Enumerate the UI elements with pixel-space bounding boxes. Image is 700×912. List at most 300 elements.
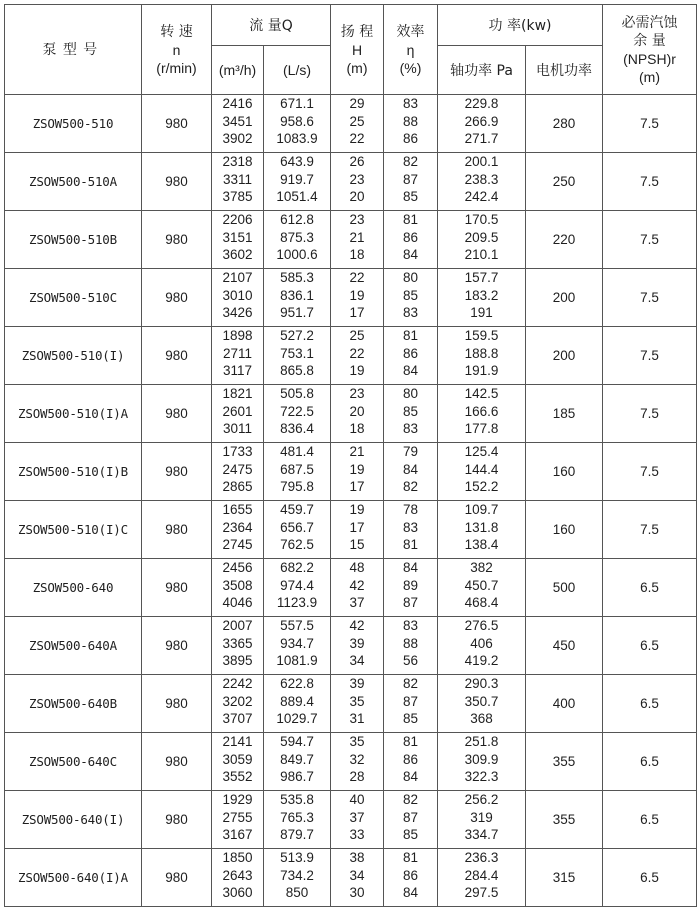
cell-flow-ls-value: 505.8	[280, 386, 314, 401]
cell-flow-ls-value: 1123.9	[276, 595, 318, 610]
cell-shaft-power	[438, 95, 526, 153]
cell-efficiency-value: 84	[403, 560, 419, 575]
header-power: 功 率(kw)	[438, 5, 603, 46]
cell-head	[331, 733, 384, 791]
cell-shaft-power-value: 157.7	[464, 270, 499, 285]
cell-pump-model: ZSOW500-510(I)A	[5, 385, 142, 443]
cell-head-value: 25	[349, 328, 365, 343]
cell-flow-ls	[264, 269, 331, 327]
cell-flow-ls-value: 1051.4	[276, 189, 318, 204]
cell-npsh: 6.5	[603, 617, 697, 675]
cell-efficiency-value: 89	[403, 577, 419, 593]
cell-efficiency	[384, 675, 438, 733]
cell-efficiency	[384, 153, 438, 211]
cell-shaft-power	[438, 791, 526, 849]
cell-head-value: 35	[349, 734, 365, 749]
cell-flow-m3h	[212, 617, 264, 675]
cell-shaft-power-value: 309.9	[464, 751, 499, 767]
cell-head	[331, 153, 384, 211]
table-row	[5, 501, 697, 559]
cell-head-value: 38	[349, 850, 365, 865]
cell-efficiency-value: 81	[403, 212, 419, 227]
cell-flow-ls-value: 762.5	[280, 537, 314, 552]
cell-shaft-power	[438, 849, 526, 907]
cell-head	[331, 501, 384, 559]
cell-head	[331, 617, 384, 675]
cell-pump-model: ZSOW500-640C	[5, 733, 142, 791]
cell-shaft-power-value: 159.5	[464, 328, 499, 343]
cell-flow-ls-value: 850	[285, 885, 309, 900]
cell-head	[331, 269, 384, 327]
cell-head-value: 39	[349, 635, 365, 651]
cell-flow-ls-value: 951.7	[280, 305, 314, 320]
pump-performance-table	[4, 4, 697, 907]
cell-efficiency	[384, 791, 438, 849]
cell-head-value: 22	[349, 345, 365, 361]
cell-efficiency-value: 81	[403, 537, 419, 552]
cell-flow-ls	[264, 559, 331, 617]
cell-head-value: 18	[349, 247, 365, 262]
cell-efficiency-value: 81	[403, 734, 419, 749]
cell-efficiency-value: 81	[403, 328, 419, 343]
cell-flow-m3h-value: 2865	[222, 479, 253, 494]
table-row	[5, 269, 697, 327]
cell-flow-m3h-value: 2318	[222, 154, 253, 169]
table-row	[5, 153, 697, 211]
cell-flow-m3h	[212, 211, 264, 269]
cell-flow-ls-value: 734.2	[280, 867, 314, 883]
cell-npsh: 7.5	[603, 443, 697, 501]
cell-flow-m3h-value: 3202	[222, 693, 253, 709]
cell-shaft-power-value: 242.4	[464, 189, 499, 204]
cell-pump-model: ZSOW500-510(I)C	[5, 501, 142, 559]
cell-flow-m3h-value: 3508	[222, 577, 253, 593]
cell-head-value: 19	[349, 502, 365, 517]
cell-flow-m3h-value: 2206	[222, 212, 253, 227]
cell-efficiency-value: 85	[403, 403, 419, 419]
cell-speed: 980	[142, 675, 212, 733]
cell-head-value: 17	[349, 305, 365, 320]
cell-flow-m3h	[212, 559, 264, 617]
cell-head-value: 20	[349, 189, 365, 204]
cell-head	[331, 443, 384, 501]
cell-efficiency-value: 86	[403, 751, 419, 767]
cell-shaft-power	[438, 559, 526, 617]
cell-flow-m3h-value: 2141	[222, 734, 253, 749]
cell-head	[331, 849, 384, 907]
cell-speed: 980	[142, 385, 212, 443]
cell-flow-ls	[264, 327, 331, 385]
cell-flow-m3h	[212, 791, 264, 849]
cell-pump-model: ZSOW500-640(I)A	[5, 849, 142, 907]
cell-npsh: 6.5	[603, 849, 697, 907]
table-row	[5, 849, 697, 907]
cell-efficiency-value: 80	[403, 386, 419, 401]
cell-head-value: 26	[349, 154, 365, 169]
cell-pump-model: ZSOW500-510	[5, 95, 142, 153]
cell-flow-m3h	[212, 327, 264, 385]
cell-efficiency-value: 83	[403, 305, 419, 320]
cell-head-value: 19	[349, 287, 365, 303]
cell-shaft-power-value: 271.7	[464, 131, 499, 146]
cell-flow-ls-value: 612.8	[280, 212, 314, 227]
cell-flow-ls-value: 671.1	[280, 96, 314, 111]
cell-flow-m3h-value: 3365	[222, 635, 253, 651]
cell-efficiency	[384, 733, 438, 791]
cell-shaft-power-value: 297.5	[464, 885, 499, 900]
cell-motor-power: 250	[526, 153, 603, 211]
cell-npsh: 6.5	[603, 559, 697, 617]
cell-flow-m3h-value: 2643	[222, 867, 253, 883]
cell-efficiency-value: 87	[403, 809, 419, 825]
cell-efficiency-value: 86	[403, 867, 419, 883]
cell-pump-model: ZSOW500-640B	[5, 675, 142, 733]
cell-head	[331, 791, 384, 849]
cell-shaft-power-value: 152.2	[464, 479, 499, 494]
header-npsh: 必需汽蚀 余 量 (NPSH)r (m)	[603, 5, 697, 95]
cell-shaft-power-value: 191	[470, 305, 493, 320]
cell-head-value: 42	[349, 577, 365, 593]
cell-shaft-power-value: 334.7	[464, 827, 499, 842]
cell-efficiency-value: 83	[403, 96, 419, 111]
cell-flow-m3h-value: 3895	[222, 653, 253, 668]
cell-flow-ls	[264, 733, 331, 791]
cell-flow-ls-value: 836.4	[280, 421, 314, 436]
cell-pump-model: ZSOW500-510(I)	[5, 327, 142, 385]
cell-head-value: 21	[349, 444, 365, 459]
cell-shaft-power-value: 177.8	[464, 421, 499, 436]
cell-flow-m3h-value: 3552	[222, 769, 253, 784]
cell-efficiency-value: 82	[403, 479, 419, 494]
cell-head-value: 25	[349, 113, 365, 129]
cell-flow-m3h-value: 4046	[222, 595, 253, 610]
cell-head-value: 17	[349, 519, 365, 535]
cell-motor-power: 355	[526, 791, 603, 849]
cell-shaft-power-value: 238.3	[464, 171, 499, 187]
cell-flow-ls-value: 919.7	[280, 171, 314, 187]
cell-efficiency	[384, 269, 438, 327]
cell-flow-ls	[264, 849, 331, 907]
cell-flow-ls-value: 875.3	[280, 229, 314, 245]
cell-motor-power: 200	[526, 327, 603, 385]
cell-head-value: 23	[349, 171, 365, 187]
cell-shaft-power-value: 236.3	[464, 850, 499, 865]
cell-flow-ls-value: 594.7	[280, 734, 314, 749]
cell-flow-ls-value: 557.5	[280, 618, 314, 633]
cell-flow-ls	[264, 501, 331, 559]
cell-head-value: 20	[349, 403, 365, 419]
table-row	[5, 617, 697, 675]
cell-motor-power: 315	[526, 849, 603, 907]
cell-shaft-power-value: 350.7	[464, 693, 499, 709]
cell-head-value: 35	[349, 693, 365, 709]
cell-efficiency-value: 85	[403, 827, 419, 842]
cell-efficiency	[384, 849, 438, 907]
cell-efficiency-value: 82	[403, 154, 419, 169]
cell-shaft-power-value: 191.9	[464, 363, 499, 378]
cell-flow-m3h	[212, 95, 264, 153]
cell-npsh: 6.5	[603, 733, 697, 791]
cell-flow-ls-value: 753.1	[280, 345, 314, 361]
cell-efficiency-value: 87	[403, 693, 419, 709]
cell-motor-power: 400	[526, 675, 603, 733]
cell-shaft-power-value: 210.1	[464, 247, 499, 262]
cell-speed: 980	[142, 791, 212, 849]
cell-flow-m3h-value: 1929	[222, 792, 253, 807]
cell-motor-power: 200	[526, 269, 603, 327]
cell-head	[331, 95, 384, 153]
table-row	[5, 675, 697, 733]
cell-speed: 980	[142, 733, 212, 791]
cell-shaft-power-value: 256.2	[464, 792, 499, 807]
cell-flow-m3h-value: 3010	[222, 287, 253, 303]
cell-speed: 980	[142, 327, 212, 385]
cell-head	[331, 675, 384, 733]
cell-head-value: 34	[349, 867, 365, 883]
cell-npsh: 6.5	[603, 675, 697, 733]
cell-flow-ls-value: 836.1	[280, 287, 314, 303]
cell-flow-ls	[264, 791, 331, 849]
cell-shaft-power-value: 125.4	[464, 444, 499, 459]
cell-head-value: 22	[349, 270, 365, 285]
header-flow: 流 量Q	[212, 5, 331, 46]
cell-flow-m3h-value: 2107	[222, 270, 253, 285]
cell-head-value: 30	[349, 885, 365, 900]
cell-efficiency-value: 84	[403, 461, 419, 477]
cell-efficiency-value: 78	[403, 502, 419, 517]
cell-flow-m3h-value: 2755	[222, 809, 253, 825]
cell-flow-ls-value: 687.5	[280, 461, 314, 477]
cell-flow-ls	[264, 617, 331, 675]
cell-flow-ls-value: 958.6	[280, 113, 314, 129]
cell-flow-ls-value: 459.7	[280, 502, 314, 517]
cell-pump-model: ZSOW500-510(I)B	[5, 443, 142, 501]
cell-shaft-power	[438, 211, 526, 269]
cell-head	[331, 559, 384, 617]
cell-flow-ls-value: 986.7	[280, 769, 314, 784]
cell-speed: 980	[142, 153, 212, 211]
cell-flow-ls	[264, 385, 331, 443]
cell-flow-m3h-value: 1733	[222, 444, 253, 459]
cell-shaft-power-value: 450.7	[464, 577, 499, 593]
cell-speed: 980	[142, 211, 212, 269]
cell-efficiency	[384, 443, 438, 501]
cell-npsh: 7.5	[603, 501, 697, 559]
cell-flow-ls	[264, 95, 331, 153]
cell-efficiency	[384, 385, 438, 443]
cell-shaft-power	[438, 385, 526, 443]
header-flow-ls: (L/s)	[264, 46, 331, 95]
cell-shaft-power-value: 144.4	[464, 461, 499, 477]
cell-npsh: 7.5	[603, 327, 697, 385]
table-row	[5, 559, 697, 617]
cell-flow-m3h-value: 3785	[222, 189, 253, 204]
cell-head-value: 37	[349, 595, 365, 610]
cell-shaft-power-value: 131.8	[464, 519, 499, 535]
cell-npsh: 7.5	[603, 211, 697, 269]
cell-efficiency-value: 86	[403, 345, 419, 361]
header-shaft-power: 轴功率 Pa	[438, 46, 526, 95]
cell-shaft-power-value: 229.8	[464, 96, 499, 111]
cell-flow-ls	[264, 675, 331, 733]
cell-flow-m3h-value: 2601	[222, 403, 253, 419]
cell-head-value: 23	[349, 386, 365, 401]
cell-flow-ls-value: 513.9	[280, 850, 314, 865]
cell-flow-ls-value: 1083.9	[276, 131, 318, 146]
cell-speed: 980	[142, 443, 212, 501]
cell-speed: 980	[142, 269, 212, 327]
cell-shaft-power-value: 170.5	[464, 212, 499, 227]
header-speed: 转 速 n (r/min)	[142, 5, 212, 95]
cell-flow-ls-value: 1081.9	[276, 653, 318, 668]
table-row	[5, 443, 697, 501]
cell-shaft-power-value: 166.6	[464, 403, 499, 419]
cell-flow-m3h-value: 2364	[222, 519, 253, 535]
cell-efficiency-value: 86	[403, 229, 419, 245]
cell-head-value: 29	[349, 96, 365, 111]
cell-flow-m3h-value: 3902	[222, 131, 253, 146]
cell-head-value: 37	[349, 809, 365, 825]
cell-head-value: 17	[349, 479, 365, 494]
cell-flow-m3h-value: 2711	[222, 345, 253, 361]
table-row	[5, 733, 697, 791]
cell-shaft-power-value: 382	[470, 560, 493, 575]
cell-motor-power: 185	[526, 385, 603, 443]
cell-flow-ls	[264, 443, 331, 501]
cell-head-value: 33	[349, 827, 365, 842]
cell-speed: 980	[142, 617, 212, 675]
cell-efficiency-value: 84	[403, 885, 419, 900]
table-header	[5, 5, 697, 95]
cell-head-value: 32	[349, 751, 365, 767]
cell-flow-ls-value: 934.7	[280, 635, 314, 651]
table-row	[5, 385, 697, 443]
cell-head-value: 23	[349, 212, 365, 227]
cell-pump-model: ZSOW500-640(I)	[5, 791, 142, 849]
cell-efficiency-value: 83	[403, 421, 419, 436]
cell-head-value: 19	[349, 363, 365, 378]
cell-flow-m3h-value: 1821	[222, 386, 253, 401]
cell-head-value: 21	[349, 229, 365, 245]
header-head: 扬 程 H (m)	[331, 5, 384, 95]
cell-flow-ls	[264, 211, 331, 269]
cell-pump-model: ZSOW500-640	[5, 559, 142, 617]
cell-motor-power: 500	[526, 559, 603, 617]
cell-speed: 980	[142, 501, 212, 559]
cell-shaft-power-value: 266.9	[464, 113, 499, 129]
header-efficiency: 效率 η (%)	[384, 5, 438, 95]
cell-efficiency-value: 83	[403, 618, 419, 633]
cell-shaft-power-value: 183.2	[464, 287, 499, 303]
cell-shaft-power-value: 209.5	[464, 229, 499, 245]
cell-flow-ls-value: 865.8	[280, 363, 314, 378]
cell-pump-model: ZSOW500-510B	[5, 211, 142, 269]
cell-efficiency-value: 87	[403, 171, 419, 187]
cell-shaft-power-value: 290.3	[464, 676, 499, 691]
cell-shaft-power-value: 284.4	[464, 867, 499, 883]
cell-flow-ls-value: 643.9	[280, 154, 314, 169]
cell-flow-ls	[264, 153, 331, 211]
cell-shaft-power-value: 138.4	[464, 537, 499, 552]
cell-flow-ls-value: 527.2	[280, 328, 314, 343]
header-pump-model: 泵型号	[5, 5, 142, 95]
cell-efficiency-value: 86	[403, 131, 419, 146]
cell-flow-m3h	[212, 385, 264, 443]
cell-efficiency-value: 81	[403, 850, 419, 865]
cell-flow-m3h-value: 2475	[222, 461, 253, 477]
cell-shaft-power-value: 142.5	[464, 386, 499, 401]
cell-flow-ls-value: 765.3	[280, 809, 314, 825]
cell-flow-ls-value: 974.4	[280, 577, 314, 593]
cell-efficiency-value: 79	[403, 444, 419, 459]
cell-flow-m3h-value: 1898	[222, 328, 253, 343]
cell-head-value: 18	[349, 421, 365, 436]
cell-shaft-power	[438, 269, 526, 327]
cell-efficiency	[384, 501, 438, 559]
header-motor-power: 电机功率	[526, 46, 603, 95]
cell-head	[331, 211, 384, 269]
cell-efficiency-value: 87	[403, 595, 419, 610]
cell-efficiency	[384, 327, 438, 385]
cell-head-value: 39	[349, 676, 365, 691]
cell-shaft-power-value: 406	[470, 635, 493, 651]
cell-head-value: 48	[349, 560, 365, 575]
cell-efficiency-value: 83	[403, 519, 419, 535]
cell-flow-ls-value: 622.8	[280, 676, 314, 691]
cell-flow-m3h-value: 2007	[222, 618, 253, 633]
cell-pump-model: ZSOW500-510A	[5, 153, 142, 211]
cell-shaft-power	[438, 733, 526, 791]
cell-shaft-power	[438, 617, 526, 675]
cell-head	[331, 385, 384, 443]
cell-flow-m3h-value: 2416	[222, 96, 253, 111]
cell-efficiency-value: 88	[403, 113, 419, 129]
cell-shaft-power	[438, 501, 526, 559]
cell-flow-m3h	[212, 443, 264, 501]
cell-head-value: 15	[349, 537, 365, 552]
cell-speed: 980	[142, 559, 212, 617]
cell-shaft-power-value: 322.3	[464, 769, 499, 784]
table-row	[5, 327, 697, 385]
cell-flow-m3h	[212, 501, 264, 559]
header-flow-m3h: (m³/h)	[212, 46, 264, 95]
table-row	[5, 211, 697, 269]
cell-flow-ls-value: 795.8	[280, 479, 314, 494]
cell-npsh: 7.5	[603, 269, 697, 327]
cell-flow-m3h-value: 1850	[222, 850, 253, 865]
cell-head-value: 40	[349, 792, 365, 807]
cell-efficiency-value: 80	[403, 270, 419, 285]
cell-flow-ls-value: 585.3	[280, 270, 314, 285]
cell-flow-ls-value: 849.7	[280, 751, 314, 767]
cell-flow-m3h-value: 3602	[222, 247, 253, 262]
cell-head-value: 19	[349, 461, 365, 477]
cell-flow-m3h-value: 3059	[222, 751, 253, 767]
cell-motor-power: 160	[526, 501, 603, 559]
cell-head-value: 31	[349, 711, 365, 726]
cell-flow-ls-value: 656.7	[280, 519, 314, 535]
cell-npsh: 6.5	[603, 791, 697, 849]
cell-head-value: 42	[349, 618, 365, 633]
cell-shaft-power	[438, 153, 526, 211]
cell-efficiency	[384, 95, 438, 153]
cell-efficiency	[384, 211, 438, 269]
cell-speed: 980	[142, 849, 212, 907]
table-row	[5, 791, 697, 849]
cell-flow-m3h	[212, 675, 264, 733]
cell-flow-ls-value: 682.2	[280, 560, 314, 575]
cell-flow-m3h-value: 3451	[222, 113, 253, 129]
